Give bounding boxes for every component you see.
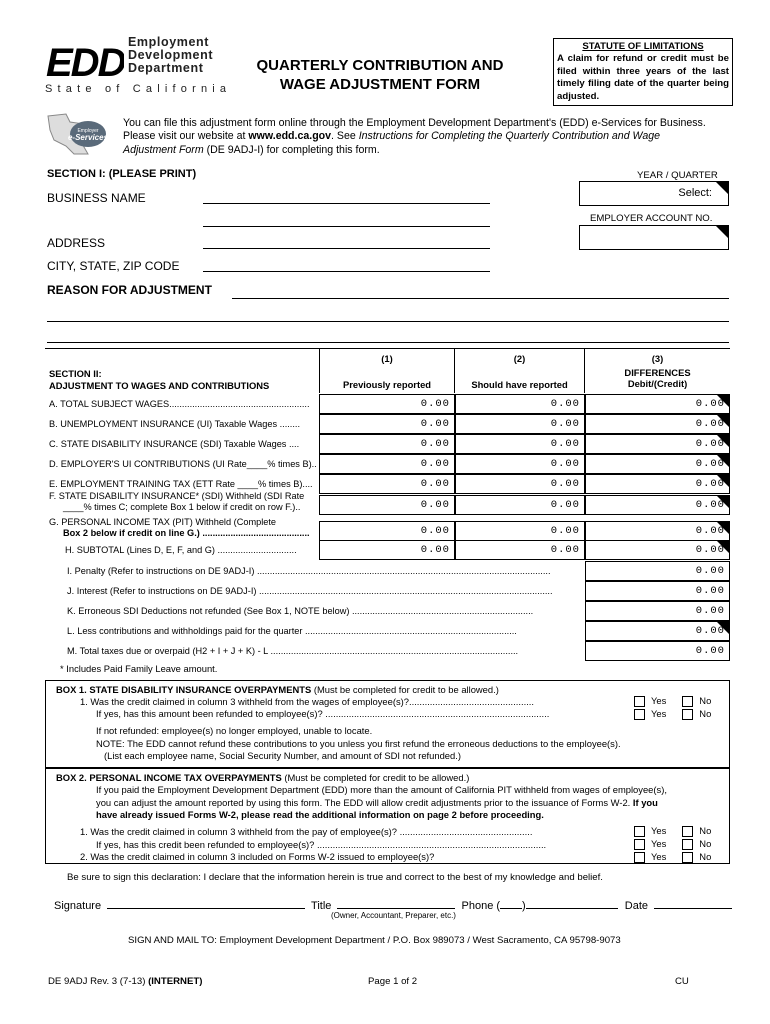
row-a-col3-value: 0.00 xyxy=(695,398,725,410)
intro-line-3 xyxy=(123,144,743,157)
line-i-value-text: 0.00 xyxy=(695,565,725,577)
box1-q1-yes-checkbox[interactable] xyxy=(634,696,645,707)
row-f xyxy=(45,491,730,515)
logo-line-2: Development xyxy=(128,48,214,62)
row-b xyxy=(45,414,730,434)
yes-label: Yes xyxy=(651,825,667,836)
intro-italic2: Adjustment Form xyxy=(123,143,204,156)
row-f-col2[interactable]: 0.00 xyxy=(455,495,585,515)
row-f-label xyxy=(49,491,304,513)
row-f-col1[interactable]: 0.00 xyxy=(319,495,455,515)
row-d-col3[interactable] xyxy=(585,454,730,474)
line-i-label: I. Penalty (Refer to instructions on DE 9ADJ-I) ................................................................................................................... xyxy=(67,566,551,576)
box2-title-row xyxy=(56,772,469,784)
year-quarter-label: YEAR / QUARTER xyxy=(637,170,718,181)
row-g-col2[interactable]: 0.00 xyxy=(455,521,585,541)
account-number-field[interactable] xyxy=(579,225,729,250)
box2-q2-options xyxy=(634,838,730,850)
row-b-col2-value: 0.00 xyxy=(550,418,580,430)
line-m-label: M. Total taxes due or overpaid (H2 + I + J + K) - L ................................................................................................. xyxy=(67,646,519,656)
col3-label-a: DIFFERENCES xyxy=(624,367,691,378)
row-d-col1[interactable] xyxy=(319,454,455,474)
row-c-corner-icon xyxy=(717,435,729,447)
row-b-col1[interactable] xyxy=(319,414,455,434)
box1-q1-options xyxy=(634,695,730,707)
reason-field-2[interactable] xyxy=(47,321,729,322)
no-label: No xyxy=(699,708,712,719)
intro-italic1: Instructions for Completing the Quarterly Contribution and Wage xyxy=(358,130,661,143)
line-j-label: J. Interest (Refer to instructions on DE 9ADJ-I) ................................................................................................................... xyxy=(67,586,553,596)
eservices-icon xyxy=(44,110,118,158)
address-field[interactable] xyxy=(203,248,490,249)
row-b-col3-value: 0.00 xyxy=(695,418,725,430)
account-corner-icon xyxy=(716,226,728,238)
line-m xyxy=(45,641,730,661)
box1-q2-no-checkbox[interactable] xyxy=(682,709,693,720)
mail-to: SIGN AND MAIL TO: Employment Development Department / P.O. Box 989073 / West Sacramento, CA 95798-9073 xyxy=(128,935,621,946)
title-line-2: WAGE ADJUSTMENT FORM xyxy=(279,76,481,93)
col2-num: (2) xyxy=(513,353,526,364)
no-label: No xyxy=(699,695,712,706)
box2-q2: If yes, has this credit been refunded to employee(s)? ........................................................................................ xyxy=(96,839,547,850)
row-g-col1[interactable]: 0.00 xyxy=(319,521,455,541)
row-d-col2[interactable] xyxy=(455,454,585,474)
row-g-label xyxy=(49,517,310,539)
line-k xyxy=(45,601,730,621)
row-b-col1-value: 0.00 xyxy=(420,418,450,430)
business-name-field-1[interactable] xyxy=(203,203,490,204)
pfl-note: * Includes Paid Family Leave amount. xyxy=(60,663,218,674)
line-i xyxy=(45,561,730,581)
box2-sub: (Must be completed for credit to be allowed.) xyxy=(281,772,470,783)
edd-website-link[interactable]: www.edd.ca.gov xyxy=(248,130,332,143)
row-g-l1: G. PERSONAL INCOME TAX (PIT) Withheld (Complete xyxy=(49,517,277,527)
line-j xyxy=(45,581,730,601)
line-m-value-text: 0.00 xyxy=(695,645,725,657)
reason-field-3[interactable] xyxy=(47,342,729,343)
box2-q3-options xyxy=(634,851,730,863)
row-g xyxy=(45,517,730,541)
logo-line-3: Department xyxy=(128,61,204,75)
svg-text:EDD: EDD xyxy=(46,41,124,84)
row-c-label: C. STATE DISABILITY INSURANCE (SDI) Taxable Wages .... xyxy=(49,439,300,449)
logo-state: State of California xyxy=(45,83,232,95)
phone-area-field[interactable] xyxy=(500,908,522,909)
declaration: Be sure to sign this declaration: I declare that the information herein is true and correct to the best of my knowledge and belief. xyxy=(67,872,603,883)
row-e-corner-icon xyxy=(717,475,729,487)
box2-q1-no-checkbox[interactable] xyxy=(682,826,693,837)
box2-q3-yes-checkbox[interactable] xyxy=(634,852,645,863)
box2-q1-options xyxy=(634,825,730,837)
signature-field[interactable] xyxy=(107,908,305,909)
statute-heading: STATUTE OF LIMITATIONS xyxy=(582,41,704,52)
row-c-col3[interactable] xyxy=(585,434,730,454)
box1-q2-options xyxy=(634,708,730,720)
box1-q2-yes-checkbox[interactable] xyxy=(634,709,645,720)
box1-title: BOX 1. STATE DISABILITY INSURANCE OVERPAYMENTS xyxy=(56,684,312,695)
row-c-col1[interactable] xyxy=(319,434,455,454)
row-b-col3[interactable] xyxy=(585,414,730,434)
row-h-col3-value: 0.00 xyxy=(695,544,725,556)
eservices-l1: Employer xyxy=(77,128,99,134)
box2-q1: 1. Was the credit claimed in column 3 withheld from the pay of employee(s)? ................................................... xyxy=(80,826,533,837)
line-l-value-text: 0.00 xyxy=(695,625,725,637)
row-b-corner-icon xyxy=(717,415,729,427)
line-l-value[interactable] xyxy=(585,621,730,641)
box1-note-2: NOTE: The EDD cannot refund these contributions to you unless you first refund the erroneous deductions to the employee(s). xyxy=(96,738,621,749)
phone-paren: ) xyxy=(522,900,526,912)
page-number: Page 1 of 2 xyxy=(368,976,418,987)
section1-heading: SECTION I: (PLEASE PRINT) xyxy=(47,168,197,180)
intro-line-1: You can file this adjustment form online through the Employment Development Department's (EDD) e-Services for Business. xyxy=(123,117,706,129)
yes-label: Yes xyxy=(651,851,667,862)
row-a-col1-value: 0.00 xyxy=(420,398,450,410)
row-g-col3-value: 0.00 xyxy=(695,525,725,537)
box2-p2: you can adjust the amount reported by using this form. The EDD will allow credit adjustments prior to the issuance of Forms W-2. xyxy=(96,797,631,808)
row-e-label: E. EMPLOYMENT TRAINING TAX (ETT Rate ____% times B).... xyxy=(49,479,313,489)
yes-label: Yes xyxy=(651,708,667,719)
intro-line-2 xyxy=(123,130,743,143)
year-quarter-select[interactable] xyxy=(579,181,729,206)
edd-logo-mark xyxy=(44,38,124,84)
box2-q1-yes-checkbox[interactable] xyxy=(634,826,645,837)
line-k-value[interactable] xyxy=(585,601,730,621)
line-m-value[interactable] xyxy=(585,641,730,661)
section2-heading xyxy=(49,368,269,392)
intro-p2b: . See xyxy=(331,130,359,143)
box1-q1-no-checkbox[interactable] xyxy=(682,696,693,707)
title-note: (Owner, Accountant, Preparer, etc.) xyxy=(331,911,456,920)
col1-header xyxy=(319,349,455,393)
col2-label: Should have reported xyxy=(471,379,568,390)
box2-p2-row xyxy=(96,797,658,809)
section2-h2: ADJUSTMENT TO WAGES AND CONTRIBUTIONS xyxy=(49,380,270,391)
row-e-col3-value: 0.00 xyxy=(695,478,725,490)
line-l-corner-icon xyxy=(717,622,729,634)
row-h-col2[interactable] xyxy=(455,540,585,560)
row-h-corner-icon xyxy=(717,541,729,553)
row-c xyxy=(45,434,730,454)
title-field[interactable] xyxy=(337,908,455,909)
row-c-col2[interactable] xyxy=(455,434,585,454)
row-f-col3-value: 0.00 xyxy=(695,499,725,511)
row-f-col3[interactable] xyxy=(585,495,730,515)
account-label: EMPLOYER ACCOUNT NO. xyxy=(590,213,713,224)
row-g-col3[interactable] xyxy=(585,521,730,541)
box2-q2-yes-checkbox[interactable] xyxy=(634,839,645,850)
row-f-l2: ____% times C; complete Box 1 below if credit on row F.).. xyxy=(63,502,301,512)
row-d-col3-value: 0.00 xyxy=(695,458,725,470)
row-a-col3[interactable] xyxy=(585,394,730,414)
business-name-field-2[interactable] xyxy=(203,226,490,227)
statute-box xyxy=(553,38,733,106)
row-h-col3[interactable] xyxy=(585,540,730,560)
row-f-l1: F. STATE DISABILITY INSURANCE* (SDI) Withheld (SDI Rate xyxy=(49,491,305,501)
box1-q2: If yes, has this amount been refunded to employee(s)? ...................................................................................... xyxy=(96,708,550,719)
row-e-col1-value: 0.00 xyxy=(420,478,450,490)
logo-line-1: Employment xyxy=(128,35,210,49)
reason-label: REASON FOR ADJUSTMENT xyxy=(47,283,212,297)
row-h-col1[interactable] xyxy=(319,540,455,560)
row-f-corner-icon xyxy=(717,496,729,508)
statute-text: A claim for refund or credit must be filed within three years of the last timely filing date of the quarter being adjusted. xyxy=(557,53,729,102)
date-field[interactable] xyxy=(654,908,732,909)
row-e-col2-value: 0.00 xyxy=(550,478,580,490)
row-h xyxy=(45,540,730,560)
no-label: No xyxy=(699,838,712,849)
col2-header xyxy=(455,349,585,393)
form-number xyxy=(48,976,202,987)
city-field[interactable] xyxy=(203,271,490,272)
col3-label-b: Debit/(Credit) xyxy=(627,378,688,389)
row-c-col2-value: 0.00 xyxy=(550,438,580,450)
row-g-corner-icon xyxy=(717,522,729,534)
form-code: CU xyxy=(675,976,689,987)
line-j-value-text: 0.00 xyxy=(695,585,725,597)
line-l xyxy=(45,621,730,641)
title-label: Title xyxy=(311,900,332,912)
line-j-value[interactable] xyxy=(585,581,730,601)
box2 xyxy=(45,768,730,864)
line-l-label: L. Less contributions and withholdings paid for the quarter ................................................................................... xyxy=(67,626,517,636)
row-b-col2[interactable] xyxy=(455,414,585,434)
box2-q3-no-checkbox[interactable] xyxy=(682,852,693,863)
form-internet: (INTERNET) xyxy=(148,976,203,987)
row-a-col2[interactable] xyxy=(455,394,585,414)
intro-text xyxy=(123,117,743,157)
section2-h1: SECTION II: xyxy=(49,368,102,379)
no-label: No xyxy=(699,851,712,862)
col3-num: (3) xyxy=(651,353,664,364)
phone-field[interactable] xyxy=(526,908,618,909)
select-text: Select: xyxy=(678,187,712,199)
business-name-label: BUSINESS NAME xyxy=(47,191,146,205)
col3-header xyxy=(585,349,730,393)
row-a-col2-value: 0.00 xyxy=(550,398,580,410)
box2-p3: have already issued Forms W-2, please read the additional information on page 2 before proceeding. xyxy=(96,809,544,820)
box2-q2-no-checkbox[interactable] xyxy=(682,839,693,850)
col1-num: (1) xyxy=(381,353,393,364)
row-a-col1[interactable] xyxy=(319,394,455,414)
intro-p3: (DE 9ADJ-I) for completing this form. xyxy=(203,143,380,156)
no-label: No xyxy=(699,825,712,836)
row-c-col1-value: 0.00 xyxy=(420,438,450,450)
line-i-value[interactable] xyxy=(585,561,730,581)
date-label: Date xyxy=(624,900,649,912)
box1-note-1: If not refunded: employee(s) no longer employed, unable to locate. xyxy=(96,725,373,736)
row-h-label: H. SUBTOTAL (Lines D, E, F, and G) ............................... xyxy=(65,545,297,555)
box1-q1: 1. Was the credit claimed in column 3 withheld from the wages of employee(s)?................................................ xyxy=(80,696,534,707)
line-k-value-text: 0.00 xyxy=(695,605,725,617)
reason-field-1[interactable] xyxy=(232,298,729,299)
title-line-1: QUARTERLY CONTRIBUTION AND xyxy=(256,57,504,74)
row-a-label: A. TOTAL SUBJECT WAGES....................................................... xyxy=(49,399,310,409)
logo-wordmark xyxy=(128,36,213,75)
row-c-col3-value: 0.00 xyxy=(695,438,725,450)
box2-title: BOX 2. PERSONAL INCOME TAX OVERPAYMENTS xyxy=(56,772,282,783)
row-d-col2-value: 0.00 xyxy=(550,458,580,470)
select-corner-icon xyxy=(716,182,728,194)
row-a-corner-icon xyxy=(717,395,729,407)
box2-p2b: If you xyxy=(630,797,658,808)
box2-q3: 2. Was the credit claimed in column 3 included on Forms W-2 issued to employee(s)? xyxy=(80,851,435,862)
row-h-col2-value: 0.00 xyxy=(550,544,580,556)
section2-header xyxy=(45,348,730,392)
intro-p2a: Please visit our website at xyxy=(123,130,249,143)
row-d-col1-value: 0.00 xyxy=(420,458,450,470)
yes-label: Yes xyxy=(651,838,667,849)
col1-label: Previously reported xyxy=(342,379,432,390)
row-a xyxy=(45,394,730,414)
row-d-label: D. EMPLOYER'S UI CONTRIBUTIONS (UI Rate____% times B).. xyxy=(49,459,317,469)
form-number-text: DE 9ADJ Rev. 3 (7-13) xyxy=(48,976,149,987)
yes-label: Yes xyxy=(651,695,667,706)
eservices-l2: e-Services xyxy=(67,133,109,142)
row-d xyxy=(45,454,730,474)
row-g-l2: Box 2 below if credit on line G.) .......................................... xyxy=(63,528,310,538)
box2-p1: If you paid the Employment Development Department (EDD) more than the amount of California PIT withheld from wages of employee(s), xyxy=(96,784,667,795)
box1 xyxy=(45,680,730,768)
box1-title-row xyxy=(56,684,499,696)
phone-label: Phone ( xyxy=(461,900,501,912)
row-d-corner-icon xyxy=(717,455,729,467)
city-label: CITY, STATE, ZIP CODE xyxy=(47,259,180,273)
row-h-col1-value: 0.00 xyxy=(420,544,450,556)
signature-label: Signature xyxy=(54,900,102,912)
box1-note-3: (List each employee name, Social Security Number, and amount of SDI not refunded.) xyxy=(104,750,461,761)
box1-sub: (Must be completed for credit to be allowed.) xyxy=(311,684,499,695)
line-k-label: K. Erroneous SDI Deductions not refunded (See Box 1, NOTE below) ....................................................................... xyxy=(67,606,534,616)
address-label: ADDRESS xyxy=(47,236,106,250)
form-title xyxy=(220,56,540,94)
row-b-label: B. UNEMPLOYMENT INSURANCE (UI) Taxable Wages ........ xyxy=(49,419,301,429)
